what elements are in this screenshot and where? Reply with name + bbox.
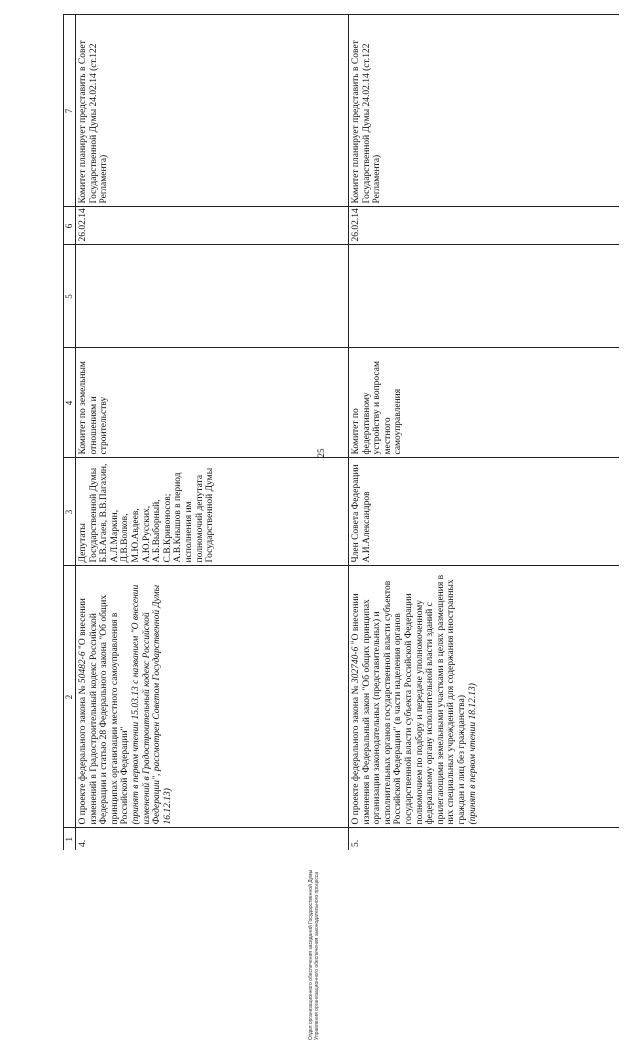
col-header-7: 7 [64,15,76,207]
bill-note: (принят в первом чтении 15.03.13 с названием "О внесении изменений в Градостроительный кодекс Российской Федерации", рассмотрен Советом Государственной Думы 16.12.13) [130,584,173,825]
committee: Комитет по земельным отношениям и строительству [76,348,349,458]
bill-title-prefix: О проекте федерального закона № [78,683,88,825]
date-cell: 26.02.14 [76,207,349,245]
initiators: Депутаты Государственной Думы Б.В.Агаев, В.В.Пагахин, А.Л.Маркин, Д.В.Волков, М.Ю.Авдеев, А.Ю.Русских, А.Б.Выборный, С.В.Кривоносов; А.В.Кнышов в период исполнения им полномочий депутата Государственной Думы [76,458,349,566]
agenda-table [63,15,619,851]
law-code: 50482-6 [78,651,88,684]
table-row [349,15,620,850]
col-header-4: 4 [64,348,76,458]
col5-cell [349,245,620,348]
table-container [63,15,618,850]
bill-title: "О внесении изменений в Градостроительный кодекс Российской Федерации и статью 28 Федерального закона "Об общих принципах организации местного самоуправления в Российской Федерации" [78,594,131,825]
header-row [64,15,76,850]
date-cell: 26.02.14 [349,207,620,245]
bill-title-prefix: О проекте федерального закона № [351,683,361,825]
col-header-1: 1 [64,828,76,850]
col-header-2: 2 [64,566,76,828]
row-number: 5. [349,828,620,850]
footer-line: Отдел организационного обеспечения заседаний Государственной Думы [308,869,314,1040]
col5-cell [76,245,349,348]
decision-cell: Комитет планирует представить в Совет Государственной Думы 24.02.14 (ст.122 Регламента) [349,15,620,207]
footer [308,480,332,1040]
decision-cell: Комитет планирует представить в Совет Государственной Думы 24.02.14 (ст.122 Регламента) [76,15,349,207]
row-number: 4. [76,828,349,850]
page-number: 25 [316,448,326,458]
law-code: 302740-6 [351,646,361,684]
col-header-6: 6 [64,207,76,245]
initiators: Член Совета Федерации А.И.Александров [349,458,620,566]
committee: Комитет по федеративному устройству и вопросам местного самоуправления [349,348,620,458]
bill-title: "О внесении изменения в Федеральный закон "Об общих принципах организации законодательных (представительных) и исполнительных органов государственной власти субъектов Российской Федерации" (в части наделения органов государственной власти субъекта Российской Федерации полномочием по подбору и передаче уполномоченному федеральному органу исполнительной власти зданий с прилегающими земельными участками в целях размещения в них специальных учреждений для содержания иностранных граждан и лиц без гражданства) [351,574,467,825]
col-header-5: 5 [64,245,76,348]
footer-line: Управления организационного обеспечения законодательного процесса [314,871,320,1040]
rotated-table [63,15,618,850]
bill-description [349,566,620,828]
bill-note: (принят в первом чтении 18.12.13) [467,683,478,825]
col-header-3: 3 [64,458,76,566]
